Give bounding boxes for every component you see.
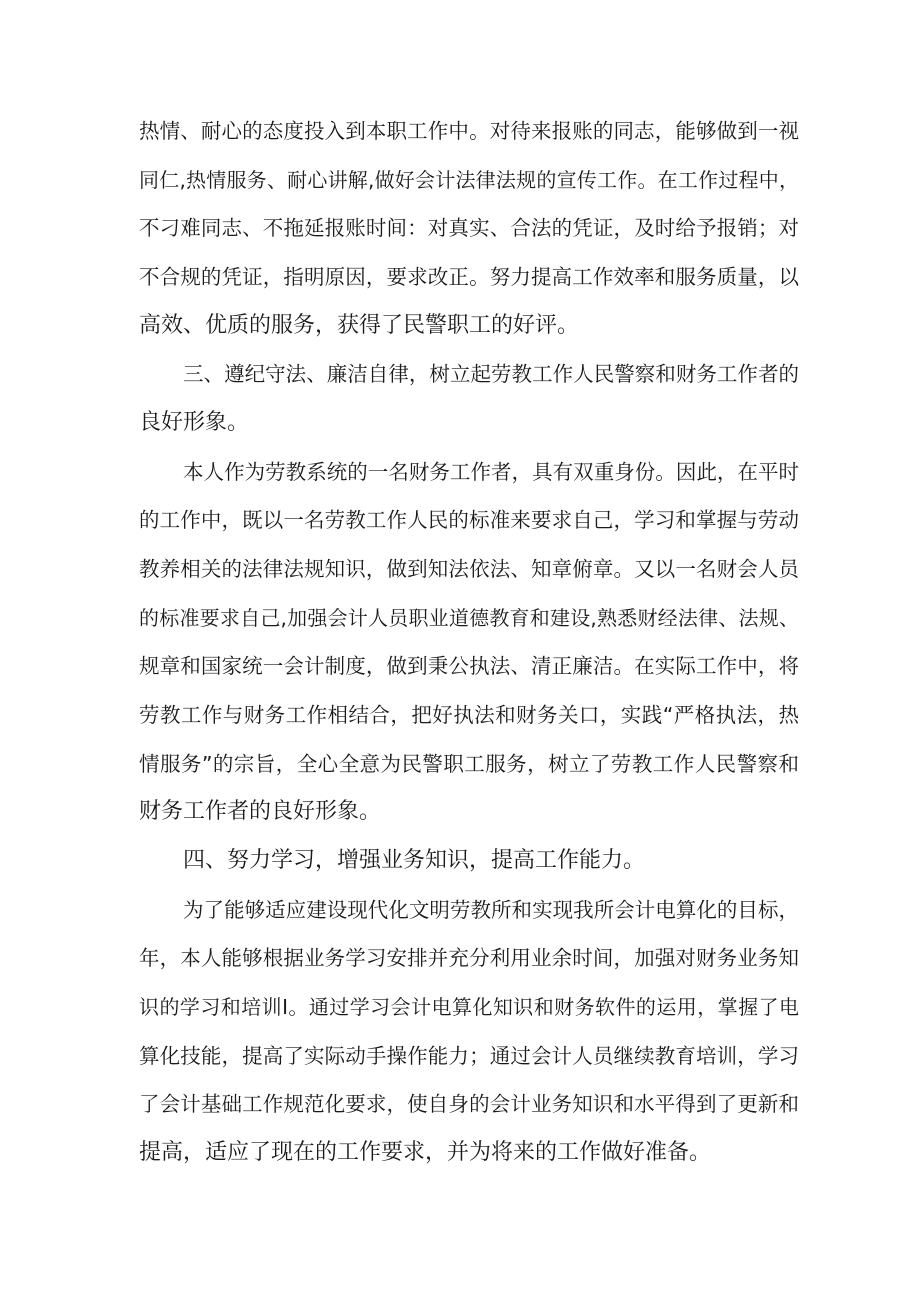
text-line: 劳教工作与财务工作相结合，把好执法和财务关口，实践“严格执法，热 (139, 703, 799, 727)
text-line: 情服务”的宗旨，全心全意为民警职工服务，树立了劳教工作人民警察和 (139, 752, 799, 776)
text-line: 热情、耐心的态度投入到本职工作中。对待来报账的同志，能够做到一视 (139, 119, 799, 143)
text-line: 识的学习和培训Ⅰ。通过学习会计电算化知识和财务软件的运用，掌握了电 (139, 995, 799, 1019)
text-line: 财务工作者的良好形象。 (139, 799, 382, 824)
text-line: 高效、优质的服务，获得了民警职工的好评。 (139, 313, 580, 338)
text-line: 不合规的凭证，指明原因，要求改正。努力提高工作效率和服务质量，以 (139, 265, 799, 289)
text-line: 的工作中，既以一名劳教工作人民的标准来要求自己，学习和掌握与劳动 (139, 508, 799, 532)
section-heading: 三、遵纪守法、廉洁自律，树立起劳教工作人民警察和财务工作者的 (183, 362, 799, 386)
text-line: 同仁,热情服务、耐心讲解,做好会计法律法规的宣传工作。在工作过程中， (139, 168, 799, 192)
text-line: 不刁难同志、不拖延报账时间：对真实、合法的凭证，及时给予报销；对 (139, 216, 799, 240)
section-heading: 四、努力学习，增强业务知识，提高工作能力。 (183, 848, 646, 873)
text-line: 为了能够适应建设现代化文明劳教所和实现我所会计电算化的目标， (183, 898, 799, 922)
text-line: 提高，适应了现在的工作要求，并为将来的工作做好准备。 (139, 1140, 712, 1165)
text-line: 规章和国家统一会计制度，做到秉公执法、清正廉洁。在实际工作中，将 (139, 654, 799, 678)
section-heading-continuation: 良好形象。 (139, 410, 250, 435)
text-line: 算化技能，提高了实际动手操作能力；通过会计人员继续教育培训，学习 (139, 1044, 799, 1068)
text-line: 教养相关的法律法规知识，做到知法依法、知章俯章。又以一名财会人员 (139, 557, 799, 581)
text-line: 本人作为劳教系统的一名财务工作者，具有双重身份。因此，在平时 (183, 460, 799, 484)
text-line: 了会计基础工作规范化要求，使自身的会计业务知识和水平得到了更新和 (139, 1092, 799, 1116)
text-line: 的标准要求自己,加强会计人员职业道德教育和建设,熟悉财经法律、法规、 (139, 606, 799, 630)
text-line: 年，本人能够根据业务学习安排并充分利用业余时间，加强对财务业务知 (139, 946, 799, 970)
